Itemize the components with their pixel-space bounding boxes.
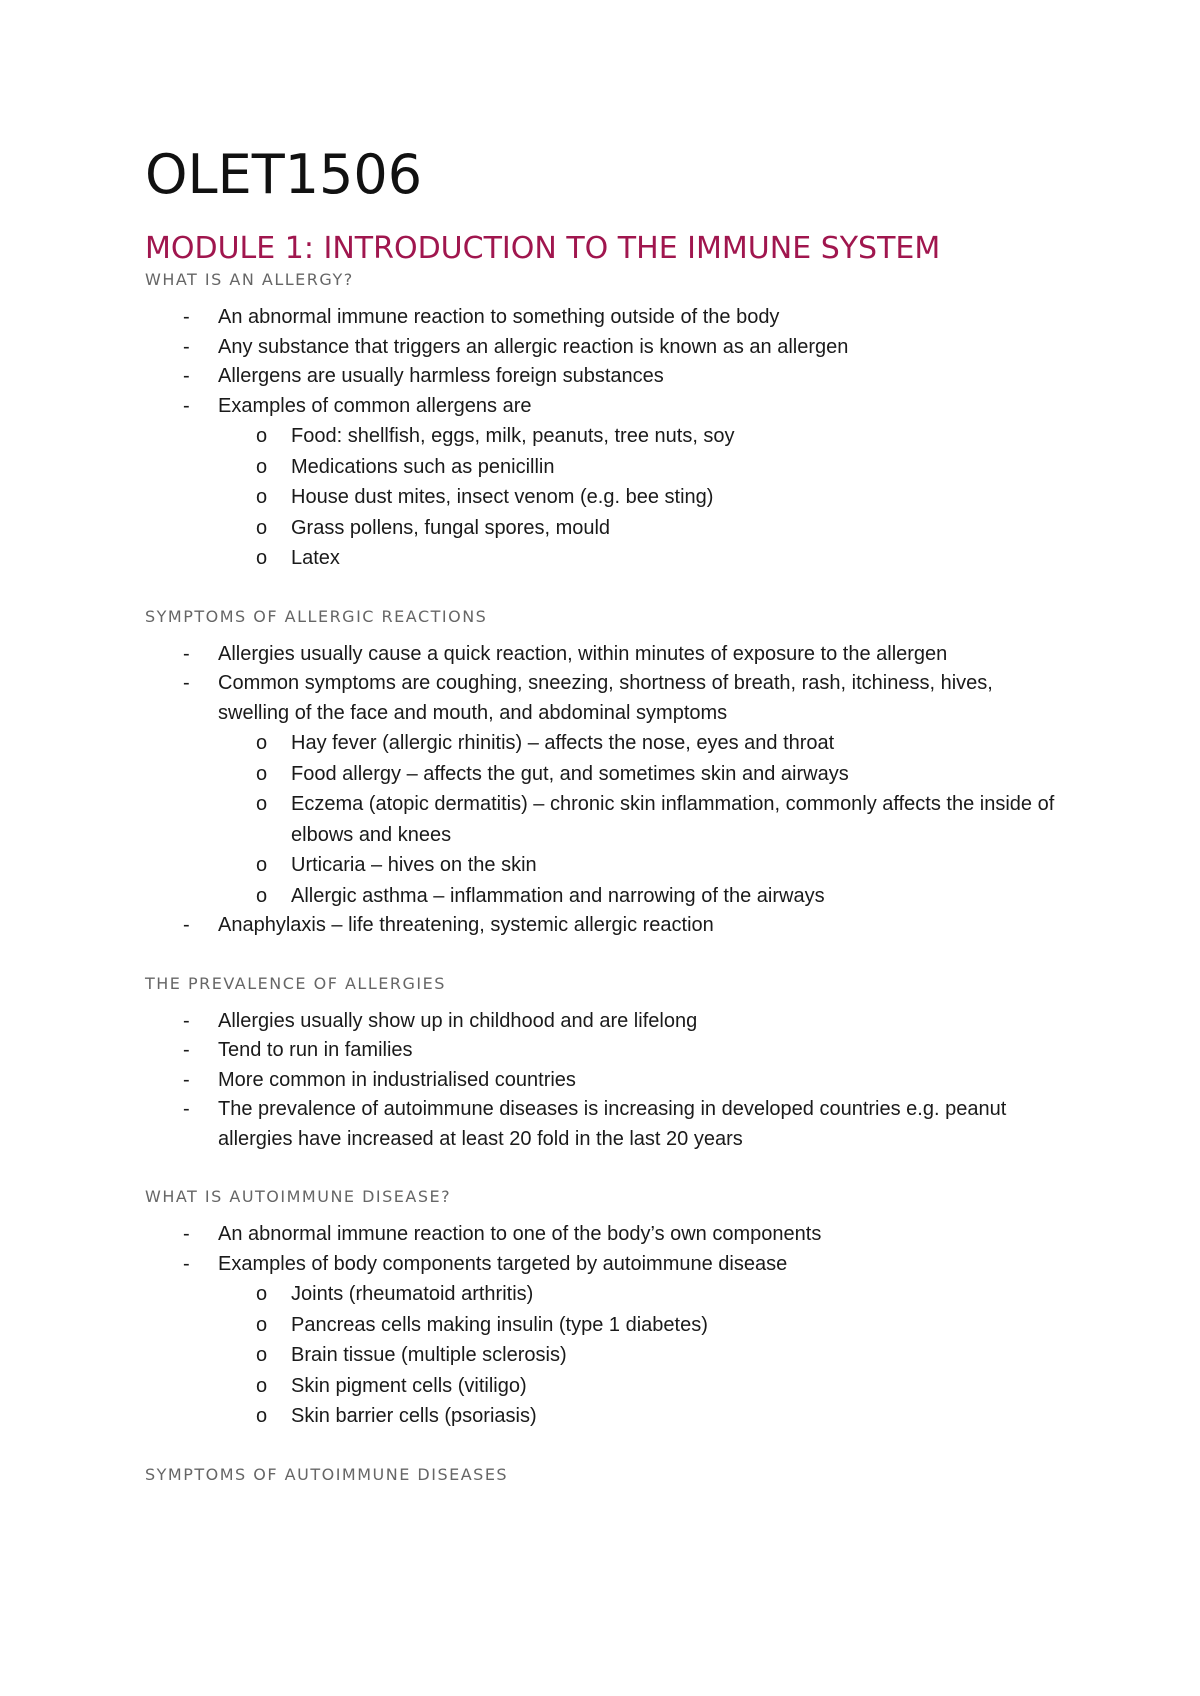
sub-list-item-text: Food allergy – affects the gut, and sometimes skin and airways [291, 762, 849, 785]
sub-list-item-text: Hay fever (allergic rhinitis) – affects the nose, eyes and throat [291, 732, 835, 754]
list-item [145, 333, 1065, 363]
section-heading: SYMPTOMS OF ALLERGIC REACTIONS [145, 606, 488, 626]
sub-bullet-list [218, 421, 1065, 574]
sub-list-item-text: House dust mites, insect venom (e.g. bee sting) [291, 486, 714, 508]
sub-list-item-text: Eczema (atopic dermatitis) – chronic skin inflammation, commonly affects the inside of elbows and knees [291, 793, 1055, 846]
sub-list-item-text: Pancreas cells making insulin (type 1 diabetes) [291, 1313, 708, 1336]
circle-marker: o [256, 732, 268, 754]
sub-list-item [218, 452, 1065, 483]
sub-list-item [218, 789, 1065, 850]
bullet-list [145, 1220, 1065, 1432]
circle-marker: o [256, 793, 268, 815]
circle-marker: o [256, 516, 268, 539]
section-allergy-symptoms [145, 606, 1065, 941]
circle-marker: o [256, 1344, 268, 1366]
circle-marker: o [256, 486, 268, 508]
circle-marker: o [256, 425, 268, 447]
list-item [145, 303, 1065, 333]
list-item [145, 1095, 1065, 1154]
dash-marker: - [183, 335, 190, 358]
list-item [145, 392, 1065, 574]
list-item-text: Allergens are usually harmless foreign substances [218, 365, 664, 387]
sub-list-item [218, 1310, 1065, 1341]
list-item-text: Common symptoms are coughing, sneezing, shortness of breath, rash, itchiness, hives, swelling of the face and mouth, and abdominal symptoms [218, 672, 993, 724]
circle-marker: o [256, 1374, 268, 1397]
bullet-list [145, 303, 1065, 574]
sub-list-item [218, 881, 1065, 912]
list-item-text: An abnormal immune reaction to one of the body’s own components [218, 1223, 822, 1245]
list-item [145, 1220, 1065, 1250]
list-item-text: The prevalence of autoimmune diseases is increasing in developed countries e.g. peanut allergies have increased at least 20 fold in the last 20 years [218, 1098, 1007, 1150]
circle-marker: o [256, 455, 268, 478]
dash-marker: - [183, 306, 190, 328]
sub-list-item-text: Medications such as penicillin [291, 455, 555, 478]
list-item [145, 669, 1065, 911]
circle-marker: o [256, 1313, 268, 1336]
circle-marker: o [256, 1283, 268, 1305]
list-item [145, 640, 1065, 670]
dash-marker: - [183, 914, 190, 936]
module-title: MODULE 1: INTRODUCTION TO THE IMMUNE SYSTEM [145, 231, 941, 266]
sub-list-item [218, 1340, 1065, 1371]
list-item [145, 1007, 1065, 1037]
sub-list-item [218, 728, 1065, 759]
circle-marker: o [256, 1405, 268, 1427]
sub-list-item-text: Latex [291, 547, 340, 569]
sub-list-item [218, 1371, 1065, 1402]
sub-list-item-text: Allergic asthma – inflammation and narrowing of the airways [291, 884, 825, 907]
circle-marker: o [256, 854, 268, 876]
dash-marker: - [183, 1009, 190, 1032]
dash-marker: - [183, 1039, 190, 1061]
circle-marker: o [256, 547, 268, 569]
section-autoimmune-symptoms [145, 1464, 1065, 1486]
sub-list-item [218, 421, 1065, 452]
dash-marker: - [183, 1098, 190, 1120]
list-item-text: Examples of common allergens are [218, 394, 532, 417]
sub-list-item [218, 850, 1065, 881]
sub-list-item-text: Urticaria – hives on the skin [291, 854, 537, 876]
list-item [145, 911, 1065, 941]
section-heading: THE PREVALENCE OF ALLERGIES [145, 973, 446, 993]
sub-list-item-text: Skin barrier cells (psoriasis) [291, 1405, 537, 1427]
section-heading: WHAT IS AN ALLERGY? [145, 270, 354, 289]
section-what-is-autoimmune [145, 1186, 1065, 1432]
dash-marker: - [183, 1252, 190, 1275]
sub-list-item-text: Grass pollens, fungal spores, mould [291, 516, 611, 539]
sub-list-item-text: Brain tissue (multiple sclerosis) [291, 1344, 567, 1366]
list-item-text: An abnormal immune reaction to something outside of the body [218, 306, 780, 328]
sub-list-item-text: Food: shellfish, eggs, milk, peanuts, tree nuts, soy [291, 425, 735, 447]
list-item-text: Allergies usually cause a quick reaction, within minutes of exposure to the allergen [218, 642, 948, 665]
list-item-text: Any substance that triggers an allergic reaction is known as an allergen [218, 335, 849, 358]
dash-marker: - [183, 642, 190, 665]
sub-list-item [218, 543, 1065, 574]
dash-marker: - [183, 1223, 190, 1245]
sub-list-item [218, 513, 1065, 544]
list-item-text: More common in industrialised countries [218, 1068, 576, 1091]
circle-marker: o [256, 762, 268, 785]
list-item-text: Examples of body components targeted by autoimmune disease [218, 1252, 788, 1275]
sub-list-item [218, 1279, 1065, 1310]
list-item-text: Allergies usually show up in childhood and are lifelong [218, 1009, 698, 1032]
bullet-list [145, 1007, 1065, 1155]
sub-bullet-list [218, 1279, 1065, 1432]
sub-list-item-text: Skin pigment cells (vitiligo) [291, 1374, 527, 1397]
list-item-text: Tend to run in families [218, 1039, 413, 1061]
section-heading: WHAT IS AUTOIMMUNE DISEASE? [145, 1187, 452, 1206]
dash-marker: - [183, 365, 190, 387]
document-page [145, 140, 1065, 1498]
document-title: OLET1506 [145, 143, 423, 206]
list-item-text: Anaphylaxis – life threatening, systemic allergic reaction [218, 914, 714, 936]
list-item [145, 1250, 1065, 1432]
sub-list-item [218, 759, 1065, 790]
section-allergy-prevalence [145, 973, 1065, 1155]
sub-bullet-list [218, 728, 1065, 911]
bullet-list [145, 640, 1065, 941]
dash-marker: - [183, 394, 190, 417]
sub-list-item-text: Joints (rheumatoid arthritis) [291, 1283, 534, 1305]
section-what-is-allergy [145, 269, 1065, 574]
circle-marker: o [256, 884, 268, 907]
section-heading: SYMPTOMS OF AUTOIMMUNE DISEASES [145, 1464, 509, 1484]
sub-list-item [218, 482, 1065, 513]
dash-marker: - [183, 1068, 190, 1091]
sub-list-item [218, 1401, 1065, 1432]
list-item [145, 1066, 1065, 1096]
list-item [145, 362, 1065, 392]
dash-marker: - [183, 672, 190, 694]
list-item [145, 1036, 1065, 1066]
